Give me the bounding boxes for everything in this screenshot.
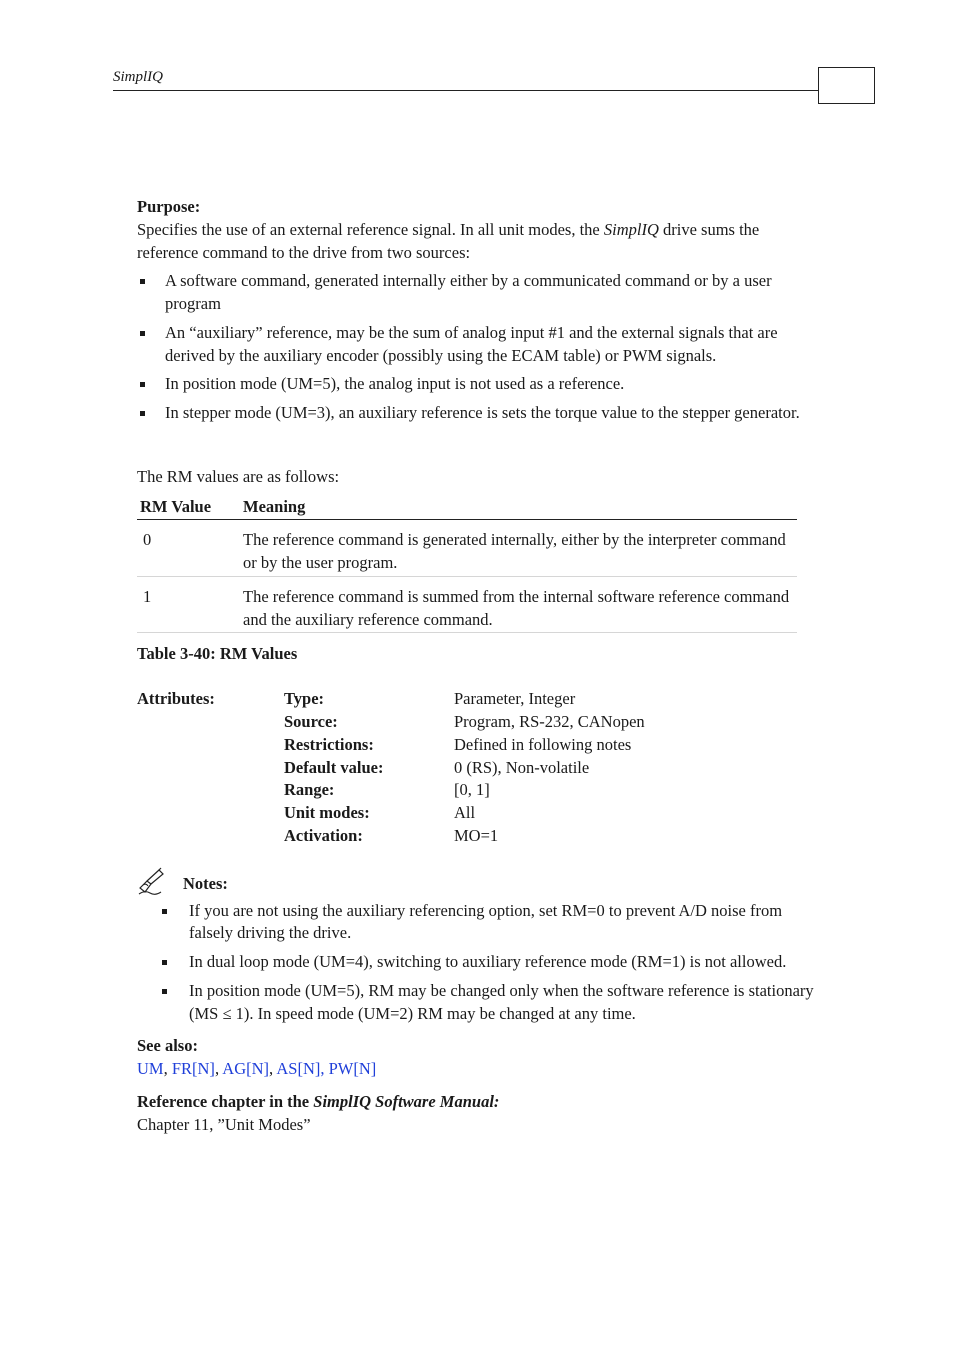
reference-heading-text-b: Software Manual: bbox=[371, 1091, 500, 1111]
link-ag[interactable]: AG[N] bbox=[222, 1059, 270, 1079]
table-caption: Table 3-40: RM Values bbox=[137, 644, 298, 664]
attribute-name: Default value: bbox=[284, 757, 384, 777]
see-also-links bbox=[137, 1058, 821, 1081]
link-separator: , bbox=[269, 1059, 277, 1079]
link-fr[interactable]: FR[N] bbox=[171, 1059, 215, 1079]
link-separator: , bbox=[163, 1059, 172, 1079]
column-header-meaning: Meaning bbox=[240, 496, 797, 520]
table-header-row bbox=[137, 496, 797, 520]
hand-writing-note-icon bbox=[137, 866, 167, 896]
note-item: If you are not using the auxiliary referencing option, set RM=0 to prevent A/D noise from falsely driving the drive. bbox=[137, 900, 821, 946]
link-um[interactable]: UM bbox=[137, 1059, 164, 1079]
purpose-intro bbox=[137, 219, 821, 265]
attribute-value: 0 (RS), Non-volatile bbox=[454, 757, 590, 777]
attribute-name: Source: bbox=[284, 712, 338, 732]
attribute-name: Range: bbox=[284, 780, 335, 800]
attribute-name: Activation: bbox=[284, 825, 363, 845]
note-item: In dual loop mode (UM=4), switching to auxiliary reference mode (RM=1) is not allowed. bbox=[137, 951, 821, 974]
column-header-rm-value: RM Value bbox=[137, 496, 240, 520]
link-separator: , bbox=[214, 1059, 223, 1079]
attributes-label: Attributes: bbox=[137, 689, 215, 709]
purpose-bullet: A software command, generated internally either by a communicated command or by a user program bbox=[137, 270, 821, 316]
attribute-name: Restrictions: bbox=[284, 734, 374, 754]
rm-meaning-cell: The reference command is generated internally, either by the interpreter command or by the user program. bbox=[240, 520, 797, 577]
notes-heading: Notes: bbox=[183, 873, 228, 893]
attribute-value: MO=1 bbox=[454, 825, 499, 845]
purpose-bullet-list bbox=[137, 270, 821, 425]
reference-heading-text-a: Reference chapter in the bbox=[137, 1091, 314, 1111]
purpose-bullet: In stepper mode (UM=3), an auxiliary reference is sets the torque value to the stepper generator. bbox=[137, 402, 821, 425]
table-row bbox=[137, 576, 797, 633]
purpose-bullet: In position mode (UM=5), the analog input is not used as a reference. bbox=[137, 373, 821, 396]
document-body bbox=[137, 196, 821, 1137]
attribute-value: All bbox=[454, 803, 476, 823]
attribute-value: Program, RS-232, CANopen bbox=[454, 712, 645, 732]
attribute-value: Defined in following notes bbox=[454, 734, 632, 754]
reference-chapter: Chapter 11, ”Unit Modes” bbox=[137, 1114, 311, 1134]
table-row bbox=[137, 520, 797, 577]
page-number-box bbox=[818, 67, 875, 104]
attribute-value: Parameter, Integer bbox=[454, 689, 576, 709]
note-item: In position mode (UM=5), RM may be changed only when the software reference is stationary (MS ≤ 1). In speed mode (UM=2) RM may be changed at any time. bbox=[137, 980, 821, 1026]
purpose-intro-text-b: drive sums the reference command to the drive from two sources: bbox=[137, 219, 760, 262]
running-header-title: SimplIQ bbox=[113, 69, 163, 85]
purpose-bullet: An “auxiliary” reference, may be the sum of analog input #1 and the external signals that are derived by the auxiliary encoder (possibly using the ECAM table) or PWM signals. bbox=[137, 322, 821, 368]
attributes-block bbox=[137, 688, 821, 847]
rm-meaning-cell: The reference command is summed from the internal software reference command and the auxiliary reference command. bbox=[240, 576, 797, 633]
purpose-intro-brand: SimplIQ bbox=[603, 219, 659, 239]
reference-heading bbox=[137, 1091, 821, 1114]
notes-header bbox=[137, 866, 821, 896]
rm-value-cell: 0 bbox=[137, 520, 240, 577]
rm-values-table bbox=[137, 496, 797, 634]
see-also-heading: See also: bbox=[137, 1036, 198, 1056]
attribute-name: Unit modes: bbox=[284, 803, 370, 823]
link-as-pw[interactable]: AS[N], PW[N] bbox=[276, 1059, 377, 1079]
attribute-value: [0, 1] bbox=[454, 780, 490, 800]
notes-list bbox=[137, 900, 821, 1026]
reference-heading-brand: SimplIQ bbox=[313, 1091, 372, 1111]
header-rule bbox=[113, 90, 819, 91]
attribute-name: Type: bbox=[284, 689, 325, 709]
rm-values-intro: The RM values are as follows: bbox=[137, 466, 340, 486]
purpose-intro-text-a: Specifies the use of an external reference signal. In all unit modes, the bbox=[137, 219, 604, 239]
purpose-heading: Purpose: bbox=[137, 197, 201, 216]
rm-value-cell: 1 bbox=[137, 576, 240, 633]
